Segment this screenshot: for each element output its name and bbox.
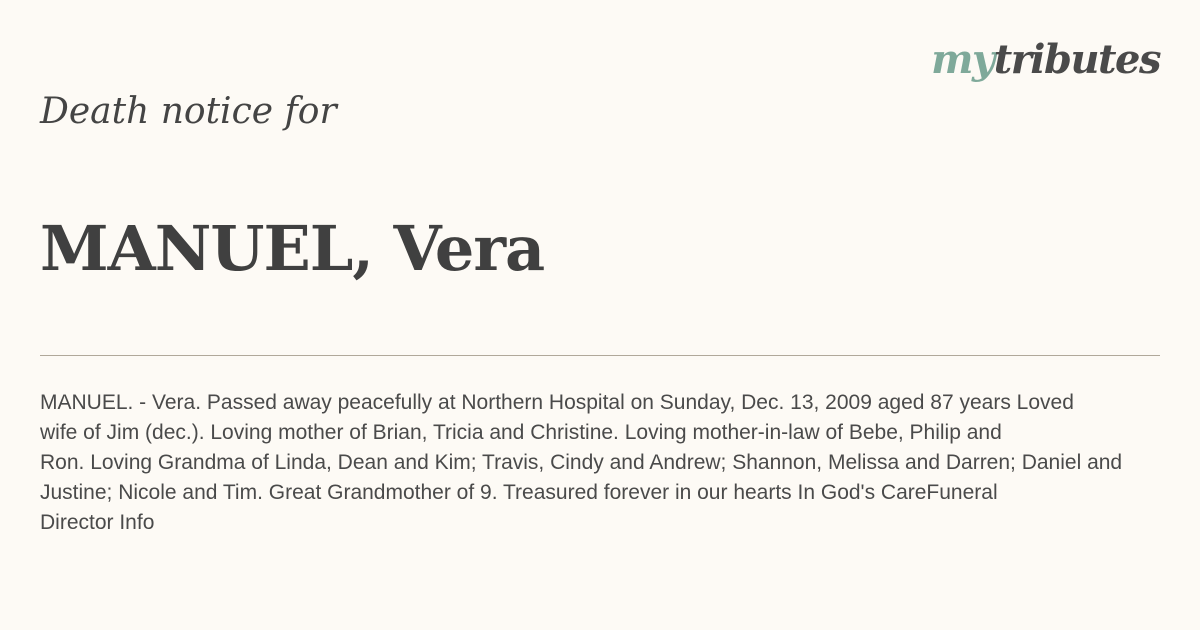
mytributes-logo (931, 34, 1160, 86)
logo-suffix: tributes (993, 36, 1160, 83)
deceased-name: MANUEL, Vera (40, 212, 545, 285)
logo-prefix: my (931, 36, 994, 83)
notice-text: MANUEL. - Vera. Passed away peacefully at Northern Hospital on Sunday, Dec. 13, 2009 aged 87 years Loved wife of Jim (dec.). Loving mother of Brian, Tricia and Christine. Loving mother-in-law of Bebe, Philip and Ron. Loving Grandma of Linda, Dean and Kim; Travis, Cindy and Andrew; Shannon, Melissa and Darren; Daniel and Justine; Nicole and Tim. Great Grandmother of 9. Treasured forever in our hearts In God's CareFuneral Director Info (40, 391, 1123, 534)
death-notice-subtitle: Death notice for (40, 91, 337, 132)
divider (40, 355, 1160, 356)
